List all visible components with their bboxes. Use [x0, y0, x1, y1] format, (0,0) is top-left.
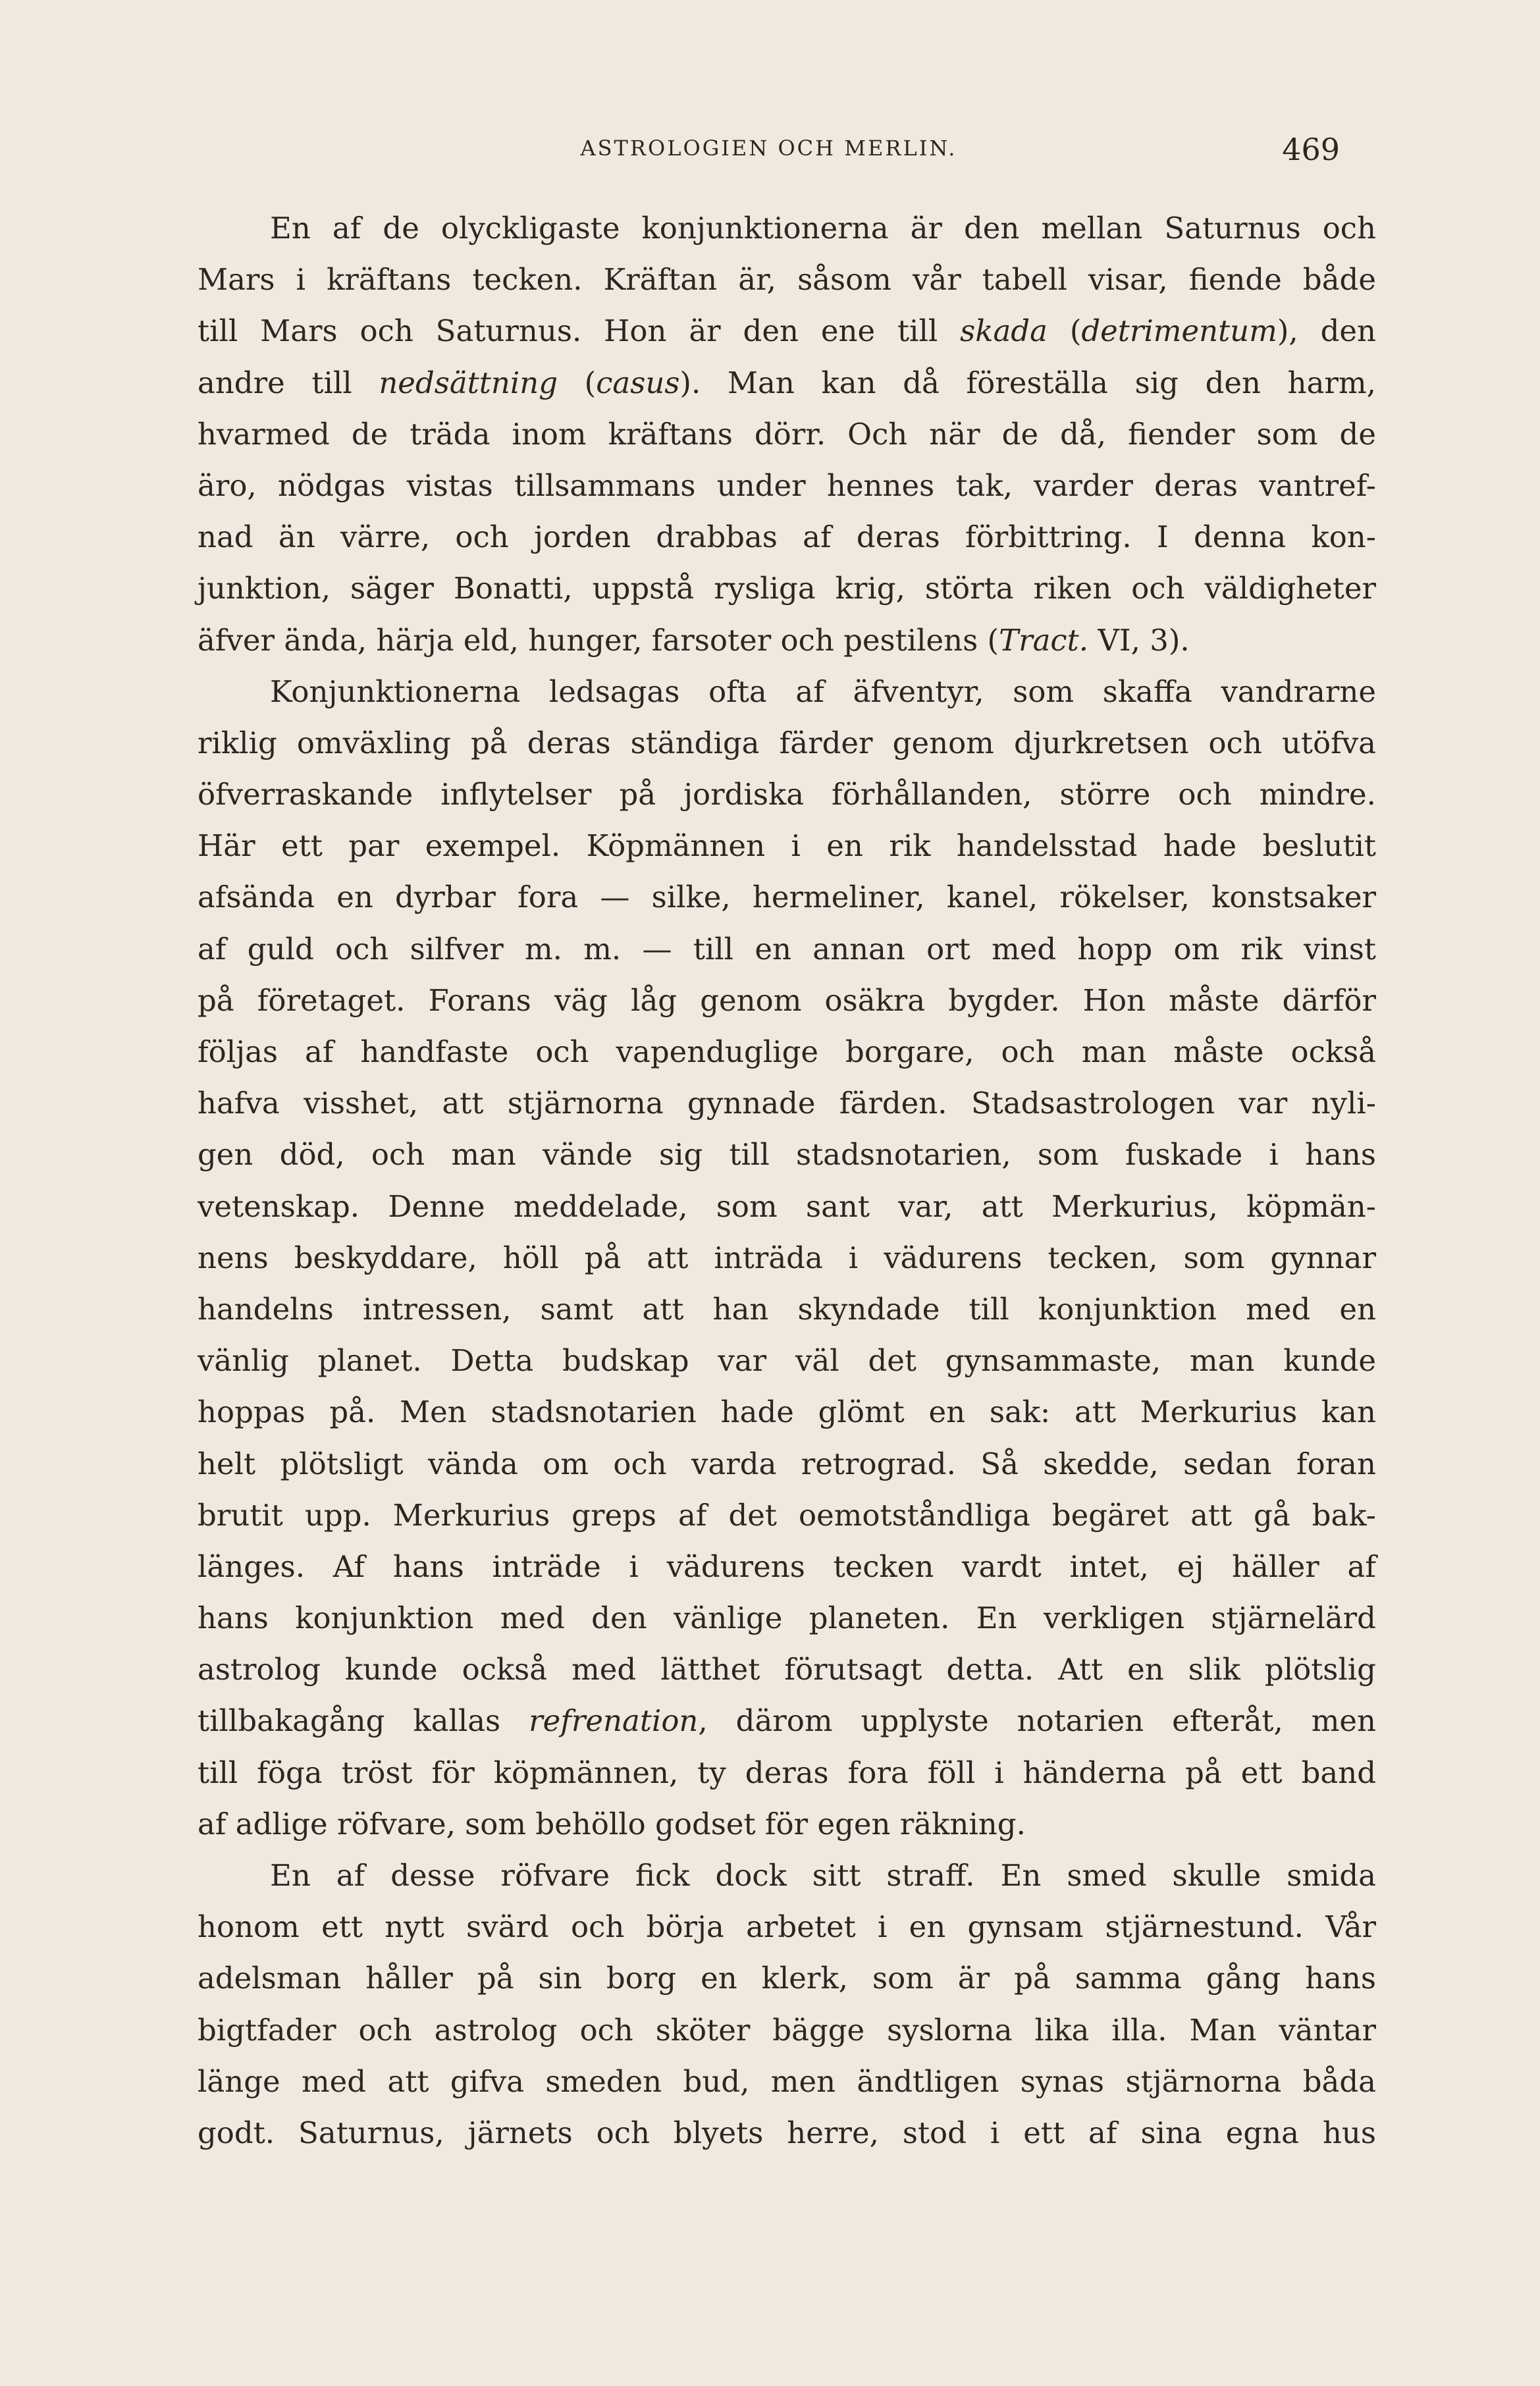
text-line — [198, 1799, 1376, 1850]
text-run: till Mars och Saturnus. Hon är den ene till — [198, 313, 961, 349]
text-run: En af de olyckligaste konjunktionerna är den mellan Saturnus och — [270, 211, 1376, 246]
text-run: honom ett nytt svärd och börja arbetet i en gynsam stjärnestund. Vår — [198, 1909, 1376, 1945]
text-run: adelsman håller på sin borg en klerk, som är på samma gång hans — [198, 1961, 1376, 1996]
text-run: hans konjunktion med den vänlige planeten. En verkligen stjärnelärd — [198, 1601, 1376, 1636]
text-run: godt. Saturnus, järnets och blyets herre, stod i ett af sina egna hus — [198, 2115, 1376, 2150]
text-run: äfver ända, härja eld, hunger, farsoter och pestilens ( — [198, 622, 999, 658]
text-line — [198, 924, 1376, 975]
text-line — [198, 1695, 1376, 1747]
text-line — [198, 615, 1376, 666]
italic-term: Tract. — [999, 622, 1089, 658]
text-run: vetenskap. Denne meddelade, som sant var, att Merkurius, köpmän- — [198, 1188, 1376, 1224]
text-run: ). Man kan då föreställa sig den harm, — [679, 365, 1376, 400]
text-line — [198, 1593, 1376, 1644]
text-line — [198, 820, 1376, 872]
text-line — [198, 1901, 1376, 1953]
text-line — [198, 409, 1376, 460]
text-run: helt plötsligt vända om och varda retrograd. Så skedde, sedan foran — [198, 1446, 1376, 1481]
text-line — [198, 1181, 1376, 1233]
text-run: vänlig planet. Detta budskap var väl det gynsammaste, man kunde — [198, 1343, 1376, 1379]
text-run: brutit upp. Merkurius greps af det oemotståndliga begäret att gå bak- — [198, 1497, 1376, 1533]
text-run: länges. Af hans inträde i vädurens tecken vardt intet, ej häller af — [198, 1549, 1376, 1584]
text-line — [198, 460, 1376, 512]
text-run: ( — [558, 365, 597, 400]
text-run: afsända en dyrbar fora — silke, hermeliner, kanel, rökelser, konstsaker — [198, 880, 1376, 915]
text-run: nens beskyddare, höll på att inträda i vädurens tecken, som gynnar — [198, 1240, 1376, 1275]
text-line — [198, 2005, 1376, 2056]
italic-term: nedsättning — [379, 365, 558, 400]
text-run: hvarmed de träda inom kräftans dörr. Och när de då, fiender som de — [198, 416, 1376, 452]
italic-term: detrimentum — [1081, 313, 1277, 349]
text-line — [198, 975, 1376, 1026]
text-line — [198, 512, 1376, 563]
text-line — [198, 1541, 1376, 1593]
text-run: hafva visshet, att stjärnorna gynnade färden. Stadsastrologen var nyli- — [198, 1086, 1376, 1121]
text-run: ( — [1047, 313, 1082, 349]
text-line — [198, 872, 1376, 923]
text-line — [198, 1284, 1376, 1335]
text-run: på företaget. Forans väg låg genom osäkra bygder. Hon måste därför — [198, 982, 1376, 1018]
text-run: äro, nödgas vistas tillsammans under hennes tak, varder deras vantref- — [198, 467, 1376, 503]
text-line — [198, 718, 1376, 769]
text-line — [198, 1233, 1376, 1284]
text-run: astrolog kunde också med lätthet förutsagt detta. Att en slik plötslig — [198, 1652, 1376, 1687]
text-line — [198, 1747, 1376, 1799]
text-line — [198, 1129, 1376, 1180]
text-run: riklig omväxling på deras ständiga färder genom djurkretsen och utöfva — [198, 725, 1376, 760]
text-run: af adlige röfvare, som behöllo godset för egen räkning. — [198, 1806, 1026, 1842]
text-line — [198, 1490, 1376, 1541]
page-number: 469 — [1282, 132, 1340, 167]
text-line — [198, 1387, 1376, 1438]
text-run: handelns intressen, samt att han skyndade till konjunktion med en — [198, 1291, 1376, 1327]
page-header — [198, 132, 1340, 178]
text-line — [198, 1644, 1376, 1695]
text-line — [198, 254, 1376, 305]
text-line — [198, 1078, 1376, 1129]
text-line — [198, 1026, 1376, 1078]
text-line — [198, 2108, 1376, 2159]
text-line — [198, 769, 1376, 820]
text-run: , därom upplyste notarien efteråt, men — [698, 1703, 1377, 1739]
text-run: nad än värre, och jorden drabbas af deras förbittring. I denna kon- — [198, 519, 1376, 555]
text-line — [198, 1335, 1376, 1387]
text-run: tillbakagång kallas — [198, 1703, 529, 1739]
text-run: junktion, säger Bonatti, uppstå rysliga krig, störta riken och väldigheter — [198, 571, 1376, 606]
text-line — [198, 2056, 1376, 2108]
text-line — [198, 358, 1376, 409]
text-line — [198, 1953, 1376, 2004]
body-text — [198, 203, 1376, 2159]
text-line — [198, 1850, 1376, 1901]
italic-term: refrenation — [529, 1703, 699, 1739]
text-run: till föga tröst för köpmännen, ty deras fora föll i händerna på ett band — [198, 1755, 1376, 1790]
text-run: En af desse röfvare fick dock sitt straff. En smed skulle smida — [270, 1858, 1376, 1893]
text-run: gen död, och man vände sig till stadsnotarien, som fuskade i hans — [198, 1137, 1376, 1173]
text-run: VI, 3). — [1088, 622, 1190, 658]
text-line — [198, 666, 1376, 718]
text-run: Konjunktionerna ledsagas ofta af äfventyr, som skaffa vandrarne — [270, 674, 1376, 709]
text-run: Här ett par exempel. Köpmännen i en rik handelsstad hade beslutit — [198, 828, 1376, 864]
text-run: andre till — [198, 365, 379, 400]
text-run: bigtfader och astrolog och sköter bägge syslorna lika illa. Man väntar — [198, 2012, 1376, 2048]
text-line — [198, 203, 1376, 254]
text-run: af guld och silfver m. m. — till en annan ort med hopp om rik vinst — [198, 931, 1376, 967]
text-run: Mars i kräftans tecken. Kräftan är, såsom vår tabell visar, fiende både — [198, 262, 1376, 298]
text-line — [198, 1439, 1376, 1490]
text-line — [198, 305, 1376, 357]
italic-term: skada — [960, 313, 1048, 349]
text-run: öfverraskande inflytelser på jordiska förhållanden, större och mindre. — [198, 777, 1376, 812]
text-line — [198, 563, 1376, 614]
text-run: länge med att gifva smeden bud, men ändtligen synas stjärnorna båda — [198, 2063, 1376, 2099]
text-run: hoppas på. Men stadsnotarien hade glömt en sak: att Merkurius kan — [198, 1394, 1376, 1430]
text-run: ), den — [1277, 313, 1376, 349]
italic-term: casus — [596, 365, 680, 400]
text-run: följas af handfaste och vapenduglige borgare, och man måste också — [198, 1034, 1376, 1069]
running-title: ASTROLOGIEN OCH MERLIN. — [580, 136, 957, 161]
